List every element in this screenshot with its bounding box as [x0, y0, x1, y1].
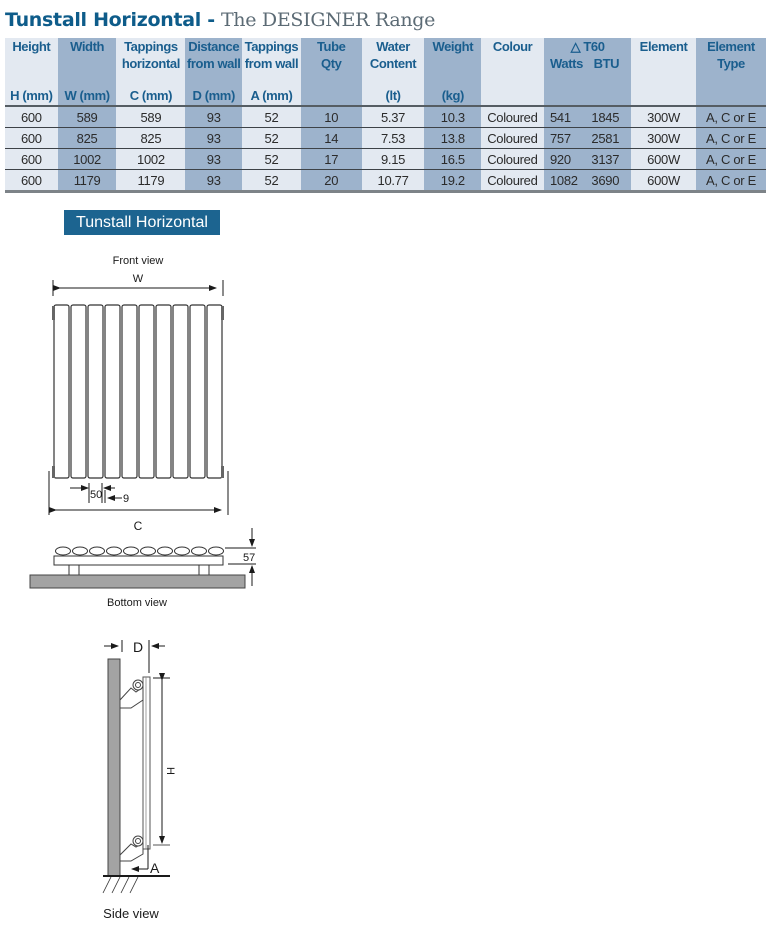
unit-c: C (mm) — [116, 85, 185, 106]
unit-weight: (kg) — [424, 85, 481, 106]
unit-w: W (mm) — [58, 85, 117, 106]
subheader-btu: BTU — [593, 56, 620, 71]
unit-h: H (mm) — [5, 85, 58, 106]
col-header-t60: △ T60 Watts BTU — [544, 38, 631, 85]
col-header-tappings-from-wall: Tappings from wall — [242, 38, 301, 85]
col-header-colour: Colour — [481, 38, 544, 85]
col-header-height: Height — [5, 38, 58, 85]
front-view — [49, 255, 228, 533]
col-header-tappings-horizontal: Tappings horizontal — [116, 38, 185, 85]
product-name: Tunstall Horizontal - — [5, 9, 215, 31]
table-row: 600 825 825 93 52 14 7.53 13.8 Coloured 757 2581 300W A, C or E — [5, 128, 766, 149]
dim-h-label: H — [164, 767, 176, 775]
unit-d: D (mm) — [185, 85, 242, 106]
side-view-label: Side view — [103, 906, 159, 921]
col-header-weight: Weight — [424, 38, 481, 85]
table-row: 600 1002 1002 93 52 17 9.15 16.5 Coloured 920 3137 600W A, C or E — [5, 149, 766, 170]
dim-c-label: C — [133, 519, 143, 533]
front-view-label: Front view — [112, 255, 164, 267]
side-view — [103, 639, 176, 921]
col-header-tube-qty: Tube Qty — [301, 38, 362, 85]
dim-gap-label: 9 — [123, 493, 130, 505]
col-header-water-content: Water Content — [362, 38, 425, 85]
bottom-view — [30, 528, 256, 609]
dim-a-label: A — [150, 860, 160, 876]
range-name: The DESIGNER Range — [220, 9, 436, 31]
table-row: 600 1179 1179 93 52 20 10.77 19.2 Coloured 1082 3690 600W A, C or E — [5, 170, 766, 192]
diagram-caption: Tunstall Horizontal — [64, 210, 220, 235]
col-header-element-type: Element Type — [696, 38, 766, 85]
dim-depth-label: 57 — [243, 552, 256, 564]
col-header-element: Element — [631, 38, 696, 85]
bottom-view-label: Bottom view — [107, 597, 167, 609]
dim-d-label: D — [133, 639, 144, 655]
subheader-watts: Watts — [550, 56, 583, 71]
table-row: 600 589 589 93 52 10 5.37 10.3 Coloured 541 1845 300W A, C or E — [5, 106, 766, 128]
col-header-width: Width — [58, 38, 117, 85]
unit-water: (lt) — [362, 85, 425, 106]
dim-tube-label: 50 — [90, 489, 103, 501]
unit-a: A (mm) — [242, 85, 301, 106]
col-header-distance-from-wall: Distance from wall — [185, 38, 242, 85]
dim-w-label: W — [132, 273, 144, 285]
